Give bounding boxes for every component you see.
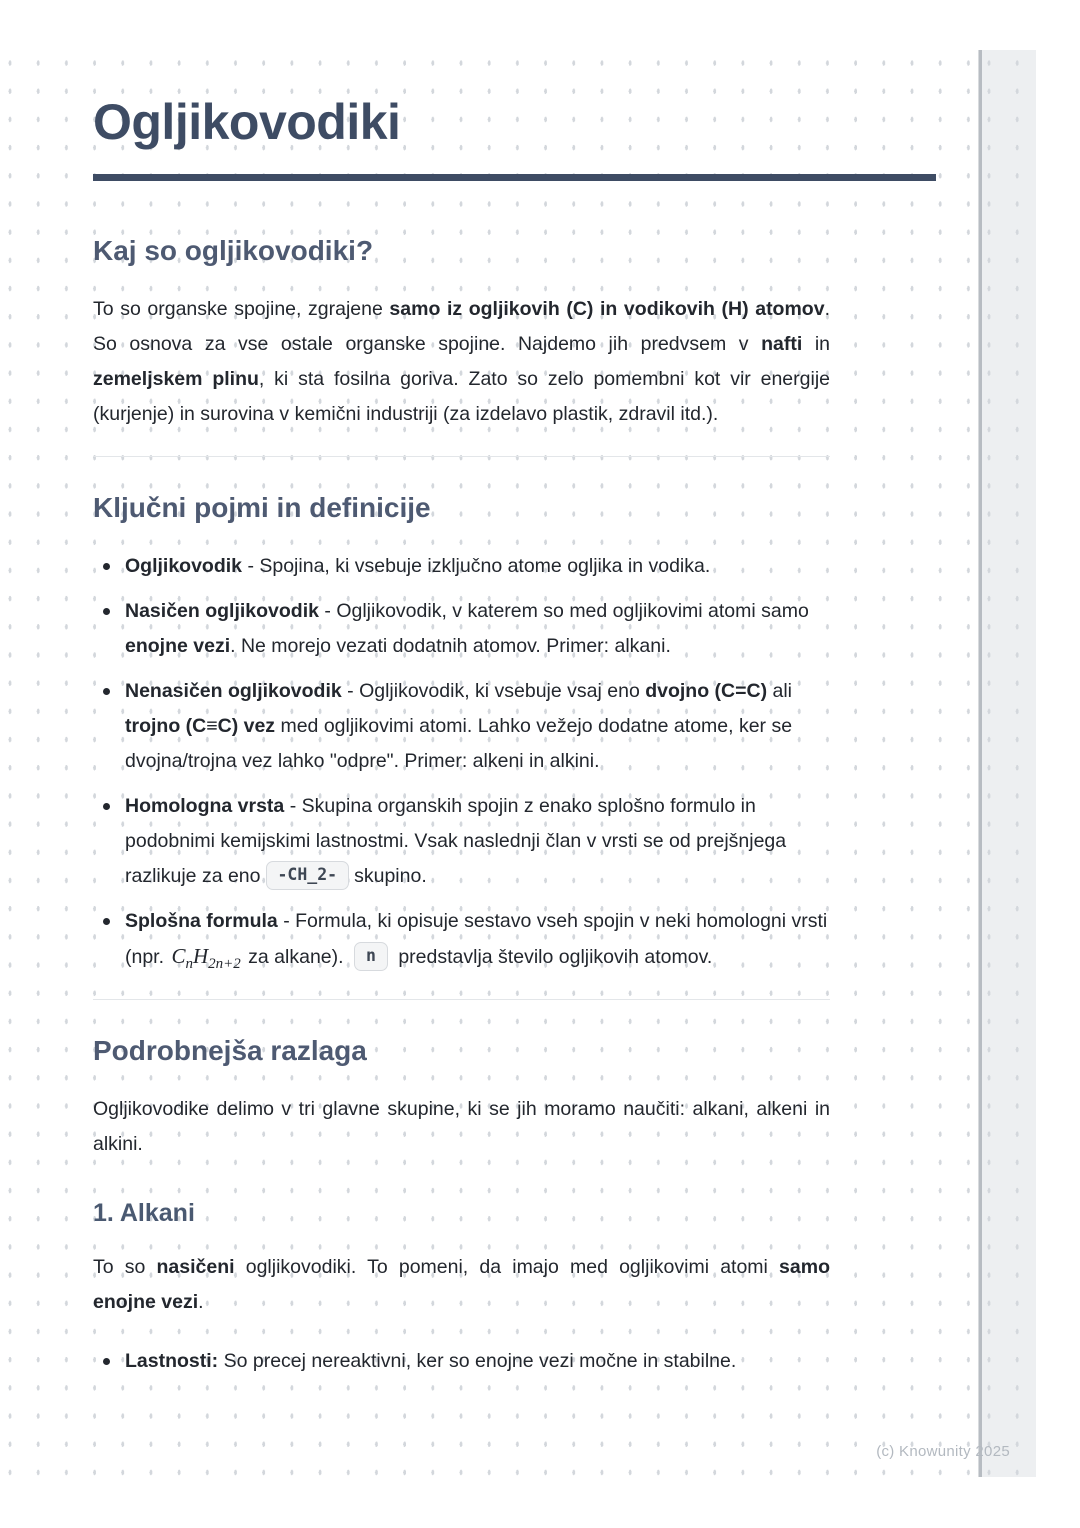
text-run: Ogljikovodike delimo v tri glavne skupine, ki se jih moramo naučiti: alkani, alkeni in alkini.: [93, 1098, 830, 1155]
bold-text: zemeljskem plinu: [93, 368, 259, 390]
detail-paragraph: [93, 1092, 830, 1162]
text-run: So precej nereaktivni, ker so enojne vezi močne in stabilne.: [218, 1350, 737, 1372]
bold-text: samo enojne vezi: [93, 1256, 830, 1313]
bold-text: dvojno (C=C): [645, 680, 768, 702]
bold-text: nasičeni: [156, 1256, 235, 1278]
inline-code-chip: n: [354, 942, 388, 971]
text-run: skupino.: [354, 865, 427, 887]
list-item: [93, 549, 830, 584]
bold-text: Lastnosti:: [125, 1350, 219, 1372]
text-run: .: [198, 1291, 204, 1313]
text-run: ali: [767, 680, 793, 702]
bold-text: trojno (C≡C) vez: [125, 715, 276, 737]
text-run: , ki sta fosilna goriva. Zato so zelo pomembni kot vir energije (kurjenje) in surovina v kemični industriji (za izdelavo plastik, zdravil itd.).: [93, 368, 830, 425]
section-divider: [93, 999, 830, 1000]
alkani-bullet-list: [93, 1344, 830, 1379]
text-run: To so organske spojine, zgrajene: [93, 298, 390, 320]
bold-text: Homologna vrsta: [125, 795, 285, 817]
inline-code-chip: -CH_2-: [266, 861, 350, 890]
list-item: [93, 1344, 830, 1379]
text-run: med ogljikovimi atomi. Lahko vežejo dodatne atome, ker se dvojna/trojna vez lahko "odpre". Primer: alkeni in alkini.: [125, 715, 793, 772]
math-formula: $C_nH_{2n+2}$: [171, 944, 241, 973]
list-item: [93, 594, 830, 664]
title-underline-rule: [93, 174, 936, 181]
page-title: Ogljikovodiki: [93, 94, 401, 150]
text-run: za alkane).: [242, 946, 349, 968]
terms-bullet-list: [93, 549, 830, 975]
text-run: - Formula, ki opisuje sestavo vseh spojin v neki homologni vrsti (npr.: [125, 910, 828, 968]
text-run: predstavlja število ogljikovih atomov.: [392, 946, 713, 968]
section-divider: [93, 456, 830, 457]
bold-text: enojne vezi: [125, 635, 231, 657]
text-run: - Spojina, ki vsebuje izključno atome ogljika in vodika.: [242, 555, 711, 577]
text-run: in: [802, 333, 830, 355]
list-item: [93, 789, 830, 894]
section-heading-terms: Ključni pojmi in definicije: [93, 492, 431, 523]
text-run: - Ogljikovodik, ki vsebuje vsaj eno: [341, 680, 646, 702]
text-run: - Ogljikovodik, v katerem so med ogljikovimi atomi samo: [318, 600, 809, 622]
list-item: [93, 674, 830, 779]
text-column: [93, 234, 830, 1379]
watermark: (c) Knowunity 2025: [876, 1443, 1010, 1460]
text-run: . So osnova za vse ostale organske spojine. Najdemo jih predvsem v: [93, 298, 830, 355]
text-run: - Skupina organskih spojin z enako splošno formulo in podobnimi kemijskimi lastnostmi. Vsak naslednji član v vrsti se od prejšnjega razlikuje za eno: [125, 795, 787, 887]
text-run: . Ne morejo vezati dodatnih atomov. Primer: alkani.: [230, 635, 671, 657]
bold-text: Splošna formula: [125, 910, 278, 932]
bold-text: nafti: [761, 333, 803, 355]
section-heading-intro: Kaj so ogljikovodiki?: [93, 235, 374, 266]
subsection-heading-alkani: 1. Alkani: [93, 1199, 195, 1227]
text-run: To so: [93, 1256, 157, 1278]
list-item: [93, 904, 830, 975]
bold-text: samo iz ogljikovih (C) in vodikovih (H) atomov: [389, 298, 825, 320]
alkani-paragraph: [93, 1250, 830, 1320]
bold-text: Ogljikovodik: [125, 555, 243, 577]
next-page-edge: [978, 50, 1036, 1477]
bold-text: Nasičen ogljikovodik: [125, 600, 319, 622]
section-heading-detail: Podrobnejša razlaga: [93, 1035, 367, 1066]
document-content: [93, 50, 936, 1389]
text-run: ogljikovodiki. To pomeni, da imajo med ogljikovimi atomi: [234, 1256, 780, 1278]
bold-text: Nenasičen ogljikovodik: [125, 680, 342, 702]
intro-paragraph: [93, 292, 830, 432]
